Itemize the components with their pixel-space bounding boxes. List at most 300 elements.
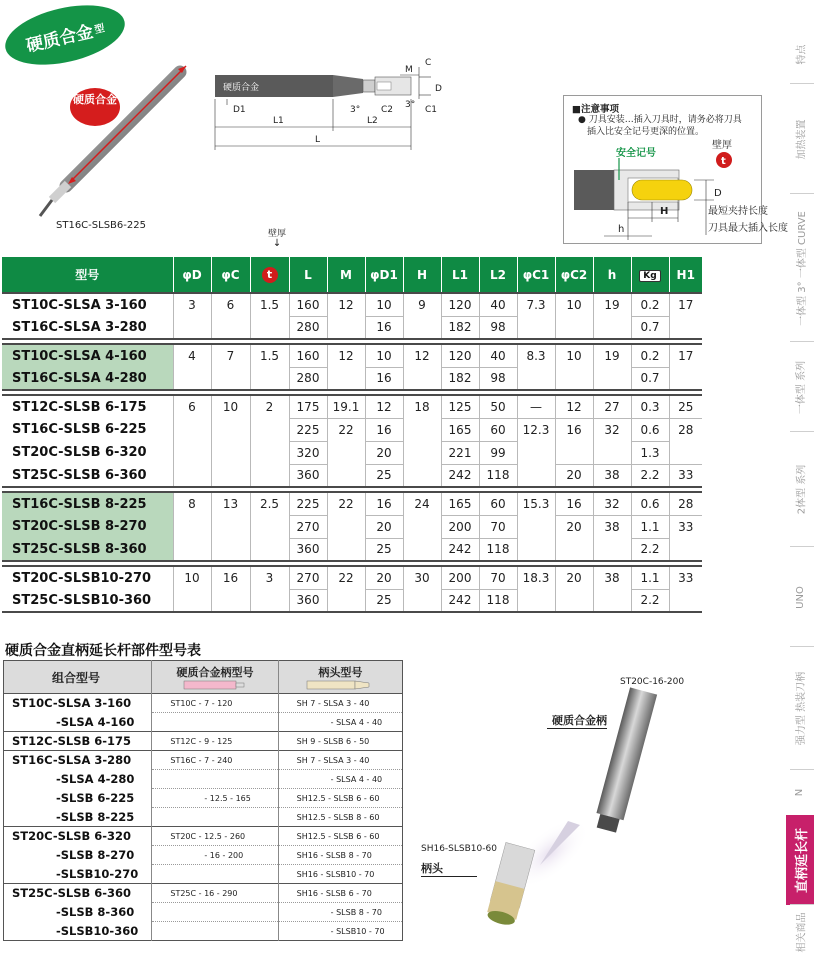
value-cell: 2.2 (631, 589, 669, 612)
value-cell (403, 589, 441, 612)
header-head: 柄头型号 (278, 661, 402, 694)
value-cell (593, 538, 631, 561)
parts-row (4, 789, 403, 808)
value-cell: 320 (289, 441, 327, 464)
product-illustration (30, 60, 200, 230)
header-l: L (289, 257, 327, 293)
value-cell: 20 (555, 566, 593, 589)
value-cell: 0.2 (631, 344, 669, 367)
carbide-type-badge: 硬质合金 型 (0, 0, 131, 75)
value-cell: 22 (327, 492, 365, 515)
shank-cell (152, 808, 278, 827)
value-cell: 28 (669, 492, 702, 515)
header-d: φD (173, 257, 211, 293)
shank-cell: ST12C - 9 - 125 (152, 732, 278, 751)
shank-code: ST20C-16-200 (620, 677, 685, 687)
value-cell: 40 (479, 344, 517, 367)
combo-cell: ST20C-SLSB 6-320 (4, 827, 152, 846)
value-cell: 25 (669, 395, 702, 418)
value-cell (403, 316, 441, 339)
value-cell: 225 (289, 418, 327, 441)
value-cell: 50 (479, 395, 517, 418)
side-tab[interactable]: 加热装置 (796, 119, 808, 159)
value-cell (211, 441, 250, 464)
value-cell (555, 441, 593, 464)
value-cell (327, 316, 365, 339)
value-cell: 16 (365, 316, 403, 339)
wall-label-notice: 壁厚 (712, 140, 732, 151)
value-cell (250, 515, 289, 538)
shank-cell: - 12.5 - 165 (152, 789, 278, 808)
head-cell: - SLSA 4 - 40 (278, 713, 402, 732)
notice-h: H (660, 206, 669, 217)
value-cell (173, 441, 211, 464)
dim-l2: L2 (367, 116, 378, 126)
model-cell: ST16C-SLSA 3-280 (2, 316, 173, 339)
value-cell: 12 (555, 395, 593, 418)
value-cell: 10 (365, 293, 403, 316)
notice-text: ● 刀具安装…插入刀具时，请务必将刀具 插入比安全记号更深的位置。 (578, 115, 742, 137)
value-cell: 2.2 (631, 464, 669, 487)
head-cell: - SLSB 8 - 70 (278, 903, 402, 922)
value-cell (211, 418, 250, 441)
value-cell: 182 (441, 367, 479, 390)
head-cell: SH12.5 - SLSB 8 - 60 (278, 808, 402, 827)
dim-angle-1: 3° (350, 105, 361, 115)
value-cell: 32 (593, 418, 631, 441)
value-cell (517, 538, 555, 561)
value-cell (555, 316, 593, 339)
value-cell (403, 464, 441, 487)
notice-title: ■注意事项 (572, 104, 619, 115)
model-cell: ST25C-SLSB10-360 (2, 589, 173, 612)
value-cell (517, 316, 555, 339)
parts-row (4, 922, 403, 941)
value-cell: 28 (669, 418, 702, 441)
spec-row (2, 293, 702, 316)
value-cell (173, 538, 211, 561)
value-cell (173, 589, 211, 612)
value-cell (250, 441, 289, 464)
shank-cell: ST20C - 12.5 - 260 (152, 827, 278, 846)
value-cell (173, 316, 211, 339)
value-cell: 20 (555, 464, 593, 487)
value-cell: 16 (211, 566, 250, 589)
value-cell (403, 367, 441, 390)
value-cell: 12 (327, 293, 365, 316)
value-cell: 165 (441, 492, 479, 515)
header-l2: L2 (479, 257, 517, 293)
value-cell: 280 (289, 316, 327, 339)
parts-row (4, 732, 403, 751)
shank-label: 硬质合金柄 (552, 714, 607, 727)
spec-row (2, 395, 702, 418)
value-cell (211, 515, 250, 538)
value-cell: 16 (555, 418, 593, 441)
header-m: M (327, 257, 365, 293)
value-cell (669, 316, 702, 339)
value-cell: 19 (593, 293, 631, 316)
combo-cell: ST12C-SLSB 6-175 (4, 732, 152, 751)
value-cell: 242 (441, 464, 479, 487)
combo-cell: -SLSA 4-160 (56, 714, 135, 729)
value-cell: 118 (479, 464, 517, 487)
dim-l: L (315, 135, 321, 145)
side-tab[interactable]: 相关商品 (796, 912, 808, 952)
header-c1: φC1 (517, 257, 555, 293)
model-cell: ST20C-SLSB10-270 (2, 566, 173, 589)
head-cell: SH16 - SLSB 6 - 70 (278, 884, 402, 903)
dim-m: M (405, 65, 413, 75)
head-cell: - SLSB10 - 70 (278, 922, 402, 941)
value-cell: 25 (365, 589, 403, 612)
value-cell: 38 (593, 515, 631, 538)
side-tab[interactable]: 特点 (796, 44, 808, 64)
combo-cell: -SLSB 8-225 (56, 809, 135, 824)
value-cell (327, 589, 365, 612)
shank-photo (596, 687, 657, 820)
value-cell: 1.5 (250, 293, 289, 316)
dim-d: D (435, 84, 442, 94)
value-cell: 99 (479, 441, 517, 464)
value-cell (517, 589, 555, 612)
value-cell (250, 538, 289, 561)
spec-row (2, 515, 702, 538)
value-cell (669, 538, 702, 561)
head-cell: SH 9 - SLSB 6 - 50 (278, 732, 402, 751)
shank-cell (152, 903, 278, 922)
value-cell: 32 (593, 492, 631, 515)
value-cell (250, 464, 289, 487)
model-cell: ST20C-SLSB 6-320 (12, 445, 147, 460)
value-cell: 2 (250, 395, 289, 418)
combo-cell: ST25C-SLSB 6-360 (4, 884, 152, 903)
spec-row (2, 367, 702, 390)
value-cell: 1.5 (250, 344, 289, 367)
side-tab[interactable]: 一体型 系列 (796, 360, 808, 414)
value-cell: 6 (173, 395, 211, 418)
value-cell: 33 (669, 566, 702, 589)
value-cell: 1.1 (631, 566, 669, 589)
value-cell: 2.2 (631, 538, 669, 561)
value-cell: 30 (403, 566, 441, 589)
value-cell: 6 (211, 293, 250, 316)
value-cell: 160 (289, 344, 327, 367)
value-cell: 19.1 (327, 395, 365, 418)
header-h-small: h (593, 257, 631, 293)
value-cell (173, 367, 211, 390)
value-cell (173, 418, 211, 441)
value-cell (250, 316, 289, 339)
value-cell: 270 (289, 566, 327, 589)
value-cell: 0.6 (631, 418, 669, 441)
head-part (52, 184, 68, 200)
value-cell: 22 (327, 418, 365, 441)
header-c2: φC2 (555, 257, 593, 293)
value-cell: 10 (555, 344, 593, 367)
value-cell (403, 538, 441, 561)
value-cell (327, 515, 365, 538)
value-cell: 20 (365, 515, 403, 538)
shank-cell: ST25C - 16 - 290 (152, 884, 278, 903)
value-cell: 0.2 (631, 293, 669, 316)
value-cell: 16 (365, 418, 403, 441)
header-h1: H1 (669, 257, 702, 293)
value-cell: 9 (403, 293, 441, 316)
side-tab[interactable]: N (794, 788, 806, 797)
model-cell: ST10C-SLSA 3-160 (2, 293, 173, 316)
dimension-drawing (205, 55, 450, 155)
value-cell (173, 515, 211, 538)
dim-c1: C1 (425, 105, 438, 115)
head-cell: SH 7 - SLSA 3 - 40 (278, 751, 402, 770)
spec-row (2, 566, 702, 589)
value-cell: 10 (555, 293, 593, 316)
dim-c: C (425, 58, 432, 68)
value-cell: 3 (250, 566, 289, 589)
value-cell: 10 (211, 395, 250, 418)
parts-row (4, 865, 403, 884)
parts-row (4, 808, 403, 827)
value-cell: 15.3 (517, 492, 555, 515)
value-cell: 200 (441, 515, 479, 538)
value-cell: 360 (289, 464, 327, 487)
value-cell: 12 (403, 344, 441, 367)
parts-row (4, 694, 403, 713)
value-cell (517, 515, 555, 538)
dim-d1: D1 (233, 105, 246, 115)
head-cell: SH16 - SLSB 8 - 70 (278, 846, 402, 865)
value-cell: 22 (327, 566, 365, 589)
value-cell: 98 (479, 367, 517, 390)
spec-row (2, 316, 702, 339)
value-cell: 60 (479, 492, 517, 515)
value-cell (211, 367, 250, 390)
header-t: t (250, 257, 289, 293)
parts-row (4, 884, 403, 903)
parts-row (4, 903, 403, 922)
value-cell: 33 (669, 464, 702, 487)
header-h: H (403, 257, 441, 293)
value-cell: 0.3 (631, 395, 669, 418)
value-cell (403, 515, 441, 538)
sub-title: 硬质合金直柄延长杆部件型号表 (5, 643, 201, 659)
value-cell: 20 (365, 441, 403, 464)
value-cell (327, 441, 365, 464)
model-cell: ST20C-SLSB 8-270 (2, 515, 173, 538)
model-cell: ST16C-SLSA 4-280 (2, 367, 173, 390)
value-cell (211, 538, 250, 561)
value-cell: 38 (593, 566, 631, 589)
value-cell: 19 (593, 344, 631, 367)
value-cell: 12 (365, 395, 403, 418)
wall-label: 壁厚 ↓ (268, 229, 287, 249)
value-cell: 17 (669, 293, 702, 316)
value-cell: 242 (441, 538, 479, 561)
header-combo: 组合型号 (4, 661, 152, 694)
value-cell: 7 (211, 344, 250, 367)
value-cell: 225 (289, 492, 327, 515)
value-cell: 160 (289, 293, 327, 316)
shank-cell: ST16C - 7 - 240 (152, 751, 278, 770)
value-cell: 0.7 (631, 316, 669, 339)
value-cell: 165 (441, 418, 479, 441)
value-cell: 7.3 (517, 293, 555, 316)
value-cell: 2.5 (250, 492, 289, 515)
value-cell: 17 (669, 344, 702, 367)
value-cell (669, 441, 702, 464)
value-cell (555, 367, 593, 390)
spec-row (2, 441, 702, 464)
min-clamp: 最短夹持长度 (708, 206, 768, 217)
value-cell (327, 367, 365, 390)
value-cell: 27 (593, 395, 631, 418)
value-cell (250, 589, 289, 612)
body-label: 硬质合金 (223, 83, 260, 93)
value-cell: 33 (669, 515, 702, 538)
value-cell: 8 (173, 492, 211, 515)
value-cell (593, 441, 631, 464)
value-cell: 10 (173, 566, 211, 589)
value-cell: 270 (289, 515, 327, 538)
notice-h2: h (618, 224, 625, 235)
shank-cell (152, 770, 278, 789)
combo-cell: -SLSA 4-280 (56, 772, 135, 786)
value-cell: 118 (479, 589, 517, 612)
side-tab[interactable]: 2体型 系列 (796, 464, 808, 515)
model-cell: ST10C-SLSA 4-160 (2, 344, 173, 367)
value-cell (669, 589, 702, 612)
tool-yellow (632, 180, 692, 200)
value-cell: 16 (365, 492, 403, 515)
value-cell: 360 (289, 538, 327, 561)
value-cell: 12 (327, 344, 365, 367)
value-cell: 25 (365, 464, 403, 487)
header-l1: L1 (441, 257, 479, 293)
value-cell: — (517, 395, 555, 418)
value-cell (669, 367, 702, 390)
value-cell: 1.3 (631, 441, 669, 464)
head-cell: SH12.5 - SLSB 6 - 60 (278, 827, 402, 846)
spec-row (2, 589, 702, 612)
carbide-callout: 硬质合金 (70, 88, 120, 126)
spec-row (2, 538, 702, 561)
combo-cell: -SLSB10-360 (56, 923, 139, 938)
value-cell: 98 (479, 316, 517, 339)
value-cell (403, 418, 441, 441)
product-caption: ST16C-SLSB6-225 (56, 220, 146, 231)
spec-row (2, 418, 702, 441)
shank-cell: - 16 - 200 (152, 846, 278, 865)
shank-cell: ST10C - 7 - 120 (152, 694, 278, 713)
side-tab[interactable]: UNO (794, 585, 806, 609)
safety-mark: 安全记号 (616, 148, 656, 159)
model-cell: ST25C-SLSB 8-360 (2, 538, 173, 561)
head-cell: SH 7 - SLSA 3 - 40 (278, 694, 402, 713)
value-cell: 18.3 (517, 566, 555, 589)
parts-row (4, 827, 403, 846)
t-mark-notice: t (721, 156, 726, 167)
value-cell: 175 (289, 395, 327, 418)
dim-l1: L1 (273, 116, 284, 126)
combo-cell: ST16C-SLSA 3-280 (4, 751, 152, 770)
value-cell: 0.7 (631, 367, 669, 390)
spec-row (2, 464, 702, 487)
value-cell (327, 464, 365, 487)
notice-d: D (714, 188, 722, 199)
parts-row (4, 770, 403, 789)
value-cell: 200 (441, 566, 479, 589)
header-c: φC (211, 257, 250, 293)
value-cell: 118 (479, 538, 517, 561)
shank-cell (152, 865, 278, 884)
value-cell: 0.6 (631, 492, 669, 515)
value-cell (555, 589, 593, 612)
shank-cell (152, 922, 278, 941)
value-cell: 1.1 (631, 515, 669, 538)
value-cell (250, 367, 289, 390)
spec-row (2, 492, 702, 515)
combo-cell: -SLSB10-270 (56, 866, 139, 881)
value-cell (593, 316, 631, 339)
value-cell: 25 (365, 538, 403, 561)
value-cell: 4 (173, 344, 211, 367)
side-tab[interactable]: 一体型 3° 一体型 CURVE (796, 210, 808, 326)
notice-box (563, 95, 788, 244)
head-cell: - SLSA 4 - 40 (278, 770, 402, 789)
value-cell: 12.3 (517, 418, 555, 441)
value-cell: 221 (441, 441, 479, 464)
value-cell: 24 (403, 492, 441, 515)
parts-row (4, 713, 403, 732)
max-insert: 刀具最大插入长度 (708, 223, 788, 234)
side-tab[interactable]: 直柄延长杆 (786, 815, 814, 905)
spec-table (2, 257, 702, 613)
value-cell: 18 (403, 395, 441, 418)
dim-angle-2: 3° (405, 100, 416, 110)
value-cell (593, 589, 631, 612)
value-cell: 242 (441, 589, 479, 612)
combo-cell: -SLSB 6-225 (56, 791, 135, 805)
cutter-tip (40, 200, 52, 216)
value-cell (211, 464, 250, 487)
parts-row (4, 751, 403, 770)
value-cell: 38 (593, 464, 631, 487)
value-cell (250, 418, 289, 441)
value-cell: 40 (479, 293, 517, 316)
header-model: 型号 (2, 257, 173, 293)
side-tab[interactable]: 强力型 热装刀柄 (796, 671, 808, 746)
dim-c2: C2 (381, 105, 394, 115)
value-cell: 16 (365, 367, 403, 390)
value-cell: 8.3 (517, 344, 555, 367)
model-cell: ST12C-SLSB 6-175 (2, 395, 173, 418)
shank-cell (152, 713, 278, 732)
value-cell (327, 538, 365, 561)
model-cell: ST25C-SLSB 6-360 (2, 464, 173, 487)
value-cell: 182 (441, 316, 479, 339)
value-cell (555, 538, 593, 561)
head-cell: SH12.5 - SLSB 6 - 60 (278, 789, 402, 808)
spec-row (2, 344, 702, 367)
value-cell: 3 (173, 293, 211, 316)
head-cell: SH16 - SLSB10 - 70 (278, 865, 402, 884)
value-cell: 16 (555, 492, 593, 515)
value-cell (517, 441, 555, 464)
combo-cell: -SLSB 8-360 (56, 905, 135, 919)
value-cell (403, 441, 441, 464)
combo-cell: -SLSB 8-270 (56, 848, 135, 862)
